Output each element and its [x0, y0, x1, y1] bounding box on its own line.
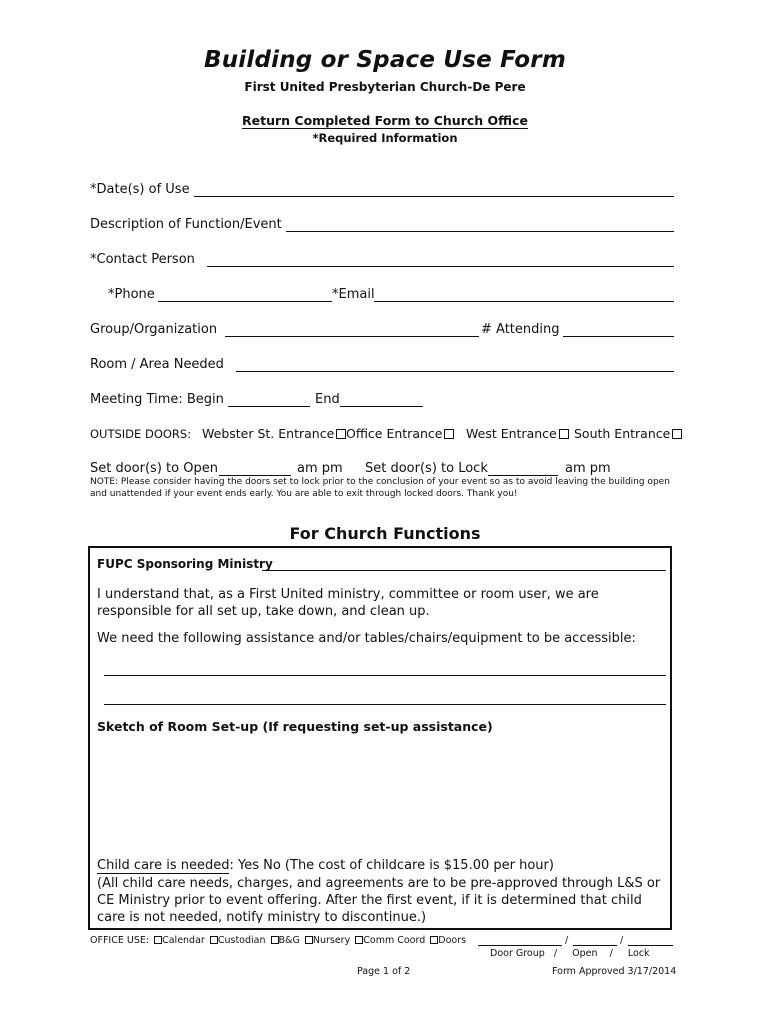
room-label: Room / Area Needed: [90, 357, 224, 372]
attending-label: # Attending: [481, 322, 560, 337]
return-note: [0, 113, 770, 128]
open-field[interactable]: [573, 945, 617, 946]
checkbox-icon[interactable]: [271, 936, 279, 944]
return-note-text: Return Completed Form to Church Office: [242, 113, 528, 128]
office-item-calendar: Calendar: [162, 935, 205, 946]
assistance-text: We need the following assistance and/or tables/chairs/equipment to be accessible:: [97, 631, 636, 646]
meeting-end-field[interactable]: [340, 406, 423, 407]
door-lock-ampm[interactable]: am pm: [565, 461, 611, 476]
meeting-end-label: End: [315, 392, 340, 407]
contact-field[interactable]: [207, 266, 674, 267]
door-open-ampm[interactable]: am pm: [297, 461, 343, 476]
meeting-begin-field[interactable]: [228, 406, 310, 407]
office-item-custodian: Custodian: [217, 935, 266, 946]
door-group-field[interactable]: [478, 945, 562, 946]
dates-label: *Date(s) of Use: [90, 182, 190, 197]
checkbox-icon[interactable]: [559, 429, 569, 439]
description-label: Description of Function/Event: [90, 217, 282, 232]
door-option-label: West Entrance: [466, 426, 557, 441]
door-option-south[interactable]: [574, 426, 682, 441]
childcare-line: [97, 857, 554, 874]
door-option-label: Office Entrance: [346, 426, 443, 441]
door-option-west[interactable]: [466, 426, 569, 441]
room-field[interactable]: [236, 371, 674, 372]
form-approved: Form Approved 3/17/2014: [552, 966, 677, 977]
checkbox-icon[interactable]: [444, 429, 454, 439]
office-use-label: OFFICE USE:: [90, 935, 150, 946]
checkbox-icon[interactable]: [336, 429, 346, 439]
phone-field[interactable]: [158, 301, 332, 302]
assistance-line-2[interactable]: [104, 704, 666, 705]
contact-label: *Contact Person: [90, 252, 195, 267]
door-lock-label: Set door(s) to Lock: [365, 461, 488, 476]
description-field[interactable]: [286, 231, 674, 232]
email-field[interactable]: [374, 301, 674, 302]
door-note: NOTE: Please consider having the doors set to lock prior to the conclusion of your event so as to avoid leaving the building open and unattended if your event ends early. You are able to exit through locked doors. Thank you!: [90, 477, 670, 499]
door-option-office[interactable]: [346, 426, 454, 441]
assistance-line-1[interactable]: [104, 675, 666, 676]
door-option-label: Webster St. Entrance: [202, 426, 335, 441]
childcare-note: (All child care needs, charges, and agreements are to be pre-approved through L&S or CE Ministry prior to event offering. After the first event, if it is determined that child care is not needed, notify ministry to discontinue.): [97, 876, 661, 923]
door-open-label: Set door(s) to Open: [90, 461, 218, 476]
sponsoring-label: FUPC Sponsoring Ministry: [97, 557, 273, 571]
office-item-doors: Doors: [438, 935, 467, 946]
office-item-comm-coord: Comm Coord: [363, 935, 426, 946]
slash-2: /: [620, 935, 624, 946]
outside-doors-label: OUTSIDE DOORS:: [90, 427, 192, 441]
sketch-label: Sketch of Room Set-up (If requesting set-up assistance): [97, 719, 493, 734]
required-note: *Required Information: [312, 131, 458, 145]
responsibility-text: I understand that, as a First United ministry, committee or room user, we are responsible for all set up, take down, and clean up.: [97, 587, 599, 619]
childcare-options[interactable]: : Yes No (The cost of childcare is $15.00 per hour): [229, 858, 554, 873]
slash-1: /: [565, 935, 569, 946]
attending-field[interactable]: [563, 336, 674, 337]
door-option-webster[interactable]: [202, 426, 346, 441]
office-item-nursery: Nursery: [312, 935, 351, 946]
group-field[interactable]: [225, 336, 479, 337]
phone-label: *Phone: [108, 287, 155, 302]
church-functions-heading: For Church Functions: [289, 524, 481, 543]
email-label: *Email: [332, 287, 375, 302]
checkbox-icon[interactable]: [210, 936, 218, 944]
page-number: Page 1 of 2: [357, 966, 411, 977]
group-label: Group/Organization: [90, 322, 218, 337]
church-name: First United Presbyterian Church-De Pere: [244, 80, 526, 94]
office-use-row: [90, 935, 466, 946]
sketch-area[interactable]: [97, 740, 665, 852]
office-item-bg: B&G: [278, 935, 300, 946]
meeting-begin-label: Meeting Time: Begin: [90, 392, 224, 407]
office-sub-labels: Door Group / Open / Lock: [490, 948, 650, 959]
sponsoring-field[interactable]: [262, 570, 666, 571]
checkbox-icon[interactable]: [672, 429, 682, 439]
checkbox-icon[interactable]: [154, 936, 162, 944]
dates-field[interactable]: [194, 196, 674, 197]
door-option-label: South Entrance: [574, 426, 671, 441]
form-title: Building or Space Use Form: [203, 47, 566, 73]
childcare-label: Child care is needed: [97, 858, 230, 873]
checkbox-icon[interactable]: [305, 936, 313, 944]
lock-field[interactable]: [628, 945, 673, 946]
